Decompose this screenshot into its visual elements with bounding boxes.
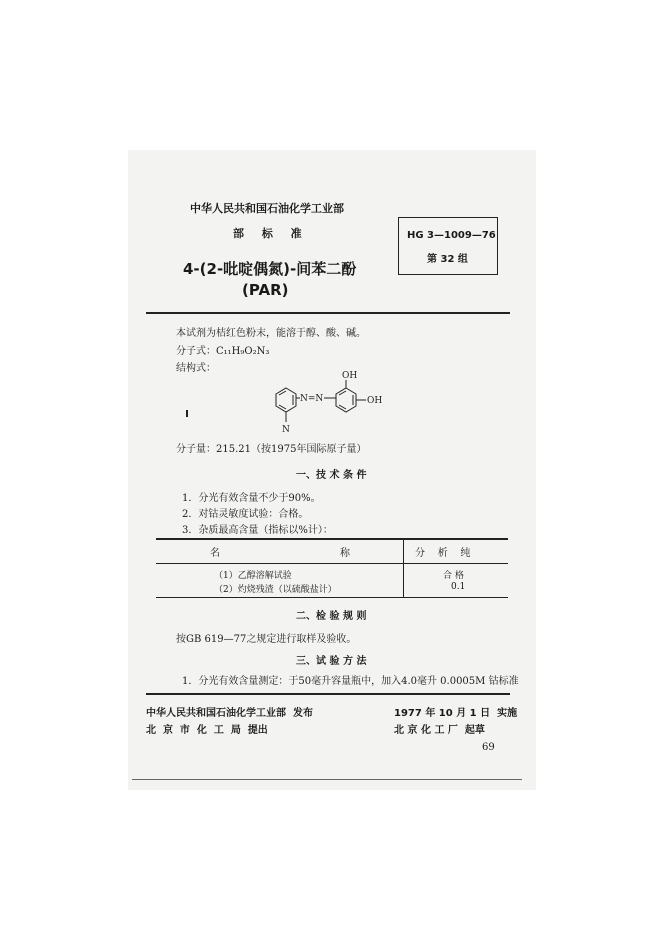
oh-top-label: OH — [342, 371, 358, 381]
standard-code-box — [398, 217, 498, 275]
formula-value: C₁₁H₉O₂N₃ — [216, 346, 270, 357]
scan-mark — [186, 410, 188, 417]
standard-group: 第 32 组 — [427, 254, 468, 265]
proposer: 北 京 市 化 工 局 提出 — [146, 725, 268, 736]
footer-divider — [146, 693, 510, 695]
requirement-item: 2．对钴灵敏度试验：合格。 — [182, 509, 309, 520]
oh-right-label: OH — [367, 396, 383, 406]
requirement-item: 3．杂质最高含量（指标以%计）： — [182, 525, 333, 536]
description-text: 本试剂为桔红色粉末，能溶于醇、酸、碱。 — [176, 328, 366, 339]
document-title: 4-(2-吡啶偶氮)-间苯二酚 — [183, 260, 357, 278]
table-header-grade: 分 析 纯 — [415, 548, 471, 559]
table-header-name-left: 名 — [210, 548, 220, 559]
issuer: 中华人民共和国石油化学工业部 发布 — [146, 708, 313, 719]
section1-heading: 一、技 术 条 件 — [296, 470, 367, 481]
molecular-weight: 分子量：215.21（按1975年国际原子量） — [176, 444, 367, 455]
drafter: 北 京 化 工 厂 起草 — [394, 725, 485, 736]
table-row-value: 合 格 — [443, 571, 464, 581]
requirement-item: 1．分光有效含量不少于90%。 — [182, 493, 321, 504]
scan-edge-line — [132, 779, 522, 780]
header-divider — [146, 312, 510, 314]
section3-heading: 三、试 验 方 法 — [296, 656, 367, 667]
page-number: 69 — [482, 742, 495, 753]
table-header-name-right: 称 — [340, 548, 350, 559]
structural-formula — [262, 366, 392, 438]
section2-heading: 二、检 验 规 则 — [296, 611, 367, 622]
pyridine-n-label: N — [282, 425, 290, 435]
ministry-name: 中华人民共和国石油化学工业部 — [190, 202, 344, 215]
formula-label: 分子式： — [176, 346, 216, 357]
table-row-value: 0.1 — [451, 582, 466, 592]
standard-code: HG 3—1009—76 — [407, 230, 496, 241]
document-abbrev: (PAR) — [242, 281, 289, 299]
table-row-name: （2）灼烧残渣（以硫酸盐计） — [214, 585, 337, 595]
issue-date: 1977 年 10 月 1 日 实施 — [394, 708, 518, 719]
formula-row — [176, 342, 269, 357]
table-row-name: （1）乙醇溶解试验 — [214, 571, 292, 581]
structure-label: 结构式： — [176, 363, 216, 374]
section2-text: 按GB 619—77之规定进行取样及验收。 — [176, 634, 357, 645]
section3-text: 1．分光有效含量测定：于50毫升容量瓶中，加入4.0毫升 0.0005M 钴标准 — [182, 676, 519, 687]
azo-label: N=N — [300, 394, 324, 404]
standard-type: 部 标 准 — [233, 227, 302, 240]
